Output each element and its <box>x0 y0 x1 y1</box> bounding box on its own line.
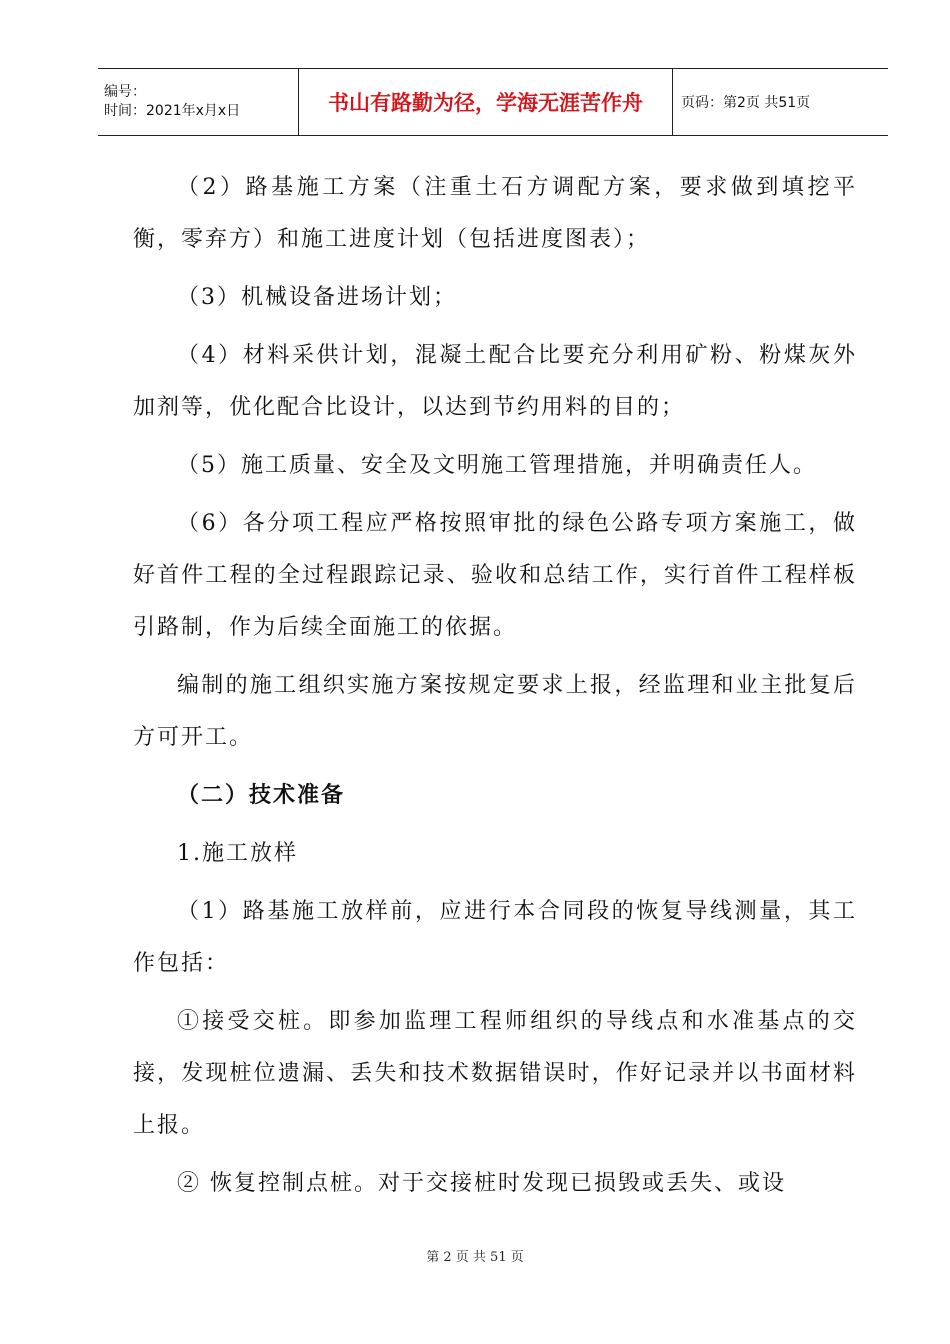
header-motto-cell <box>299 69 673 135</box>
body-paragraph: ② 恢复控制点桩。对于交接桩时发现已损毁或丢失、或设 <box>177 1171 786 1196</box>
body-paragraph: ①接受交桩。即参加监理工程师组织的导线点和水准基点的交接，发现桩位遗漏、丢失和技术数据错误时，作好记录并以书面材料上报。 <box>133 1009 857 1138</box>
header-motto: 书山有路勤为径，学海无涯苦作舟 <box>328 91 643 115</box>
footer-page-number: 第 2 页 共 51 页 <box>426 1250 524 1265</box>
body-paragraph: （2）路基施工方案（注重土石方调配方案，要求做到填挖平衡，零弃方）和施工进度计划（包括进度图表）； <box>133 175 857 252</box>
document-body <box>133 162 857 1216</box>
body-paragraph: （6）各分项工程应严格按照审批的绿色公路专项方案施工，做好首件工程的全过程跟踪记录、验收和总结工作，实行首件工程样板引路制，作为后续全面施工的依据。 <box>133 511 857 640</box>
page-footer <box>0 1246 950 1265</box>
subsection-heading: 1.施工放样 <box>177 841 298 866</box>
page-header <box>98 68 888 136</box>
document-number-label: 编号： <box>104 84 146 100</box>
body-paragraph: （4）材料采供计划，混凝土配合比要充分利用矿粉、粉煤灰外加剂等，优化配合比设计，以达到节约用料的目的； <box>133 343 857 420</box>
section-heading: （二）技术准备 <box>177 783 346 808</box>
body-paragraph: （1）路基施工放样前，应进行本合同段的恢复导线测量，其工作包括： <box>133 899 857 976</box>
header-meta-cell <box>98 69 299 135</box>
document-time-label: 时间：2021年x月x日 <box>104 103 241 119</box>
body-paragraph: 编制的施工组织实施方案按规定要求上报，经监理和业主批复后方可开工。 <box>133 673 857 750</box>
body-paragraph: （3）机械设备进场计划； <box>177 285 457 310</box>
header-page-info: 页码：第2页 共51页 <box>681 95 811 111</box>
body-paragraph: （5）施工质量、安全及文明施工管理措施，并明确责任人。 <box>177 453 817 478</box>
header-page-cell <box>673 69 888 135</box>
